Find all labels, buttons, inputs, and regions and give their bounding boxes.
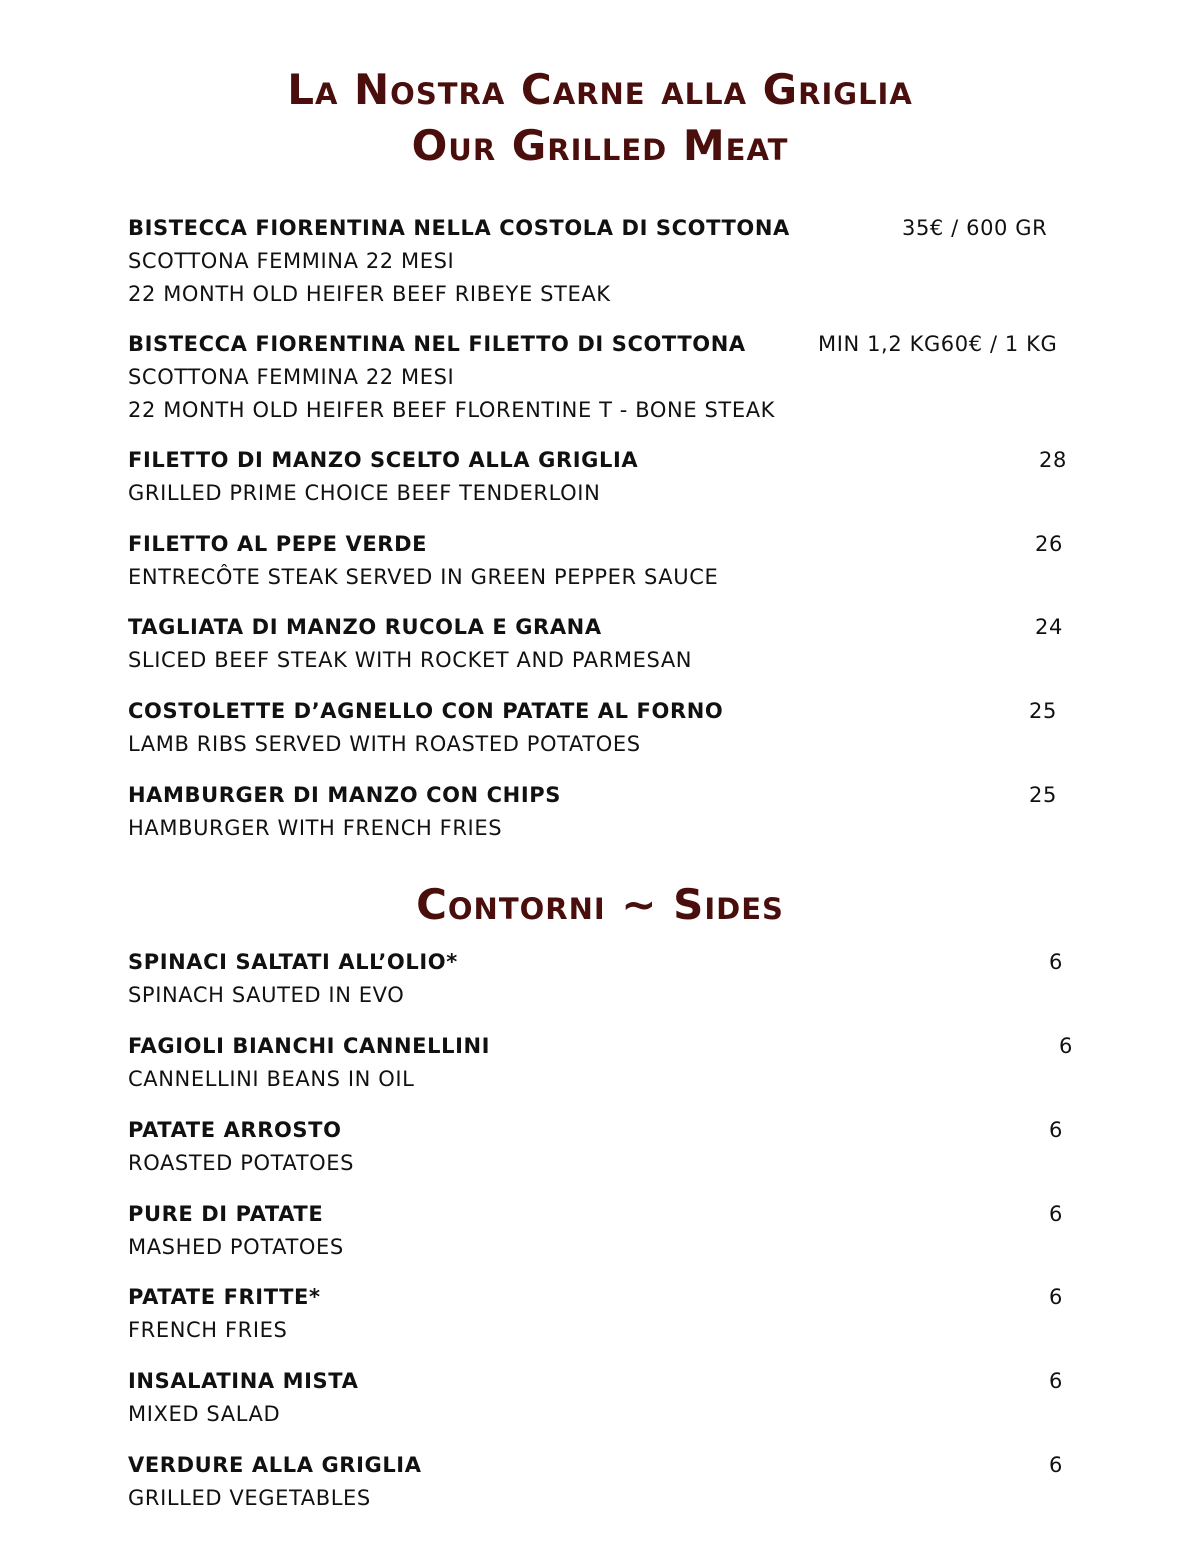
item-desc-en: MIXED SALAD bbox=[128, 1402, 281, 1426]
menu-item bbox=[128, 444, 1078, 510]
item-name: HAMBURGER DI MANZO CON CHIPS bbox=[128, 783, 561, 807]
menu-item bbox=[128, 779, 1078, 845]
item-price: 6 bbox=[1049, 1285, 1063, 1309]
side-item bbox=[128, 1449, 1078, 1515]
page-title-italian: La Nostra Carne alla Griglia bbox=[287, 65, 913, 114]
item-price: 25 bbox=[1029, 783, 1057, 807]
item-desc-en: HAMBURGER WITH FRENCH FRIES bbox=[128, 816, 503, 840]
item-price: 6 bbox=[1049, 950, 1063, 974]
side-item bbox=[128, 1198, 1078, 1264]
item-name: BISTECCA FIORENTINA NEL FILETTO DI SCOTTONA bbox=[128, 332, 746, 356]
item-price: 24 bbox=[1035, 615, 1063, 639]
item-name: FILETTO DI MANZO SCELTO ALLA GRIGLIA bbox=[128, 448, 639, 472]
item-desc-en: LAMB RIBS SERVED WITH ROASTED POTATOES bbox=[128, 732, 641, 756]
side-item bbox=[128, 1281, 1078, 1347]
item-desc-en: GRILLED PRIME CHOICE BEEF TENDERLOIN bbox=[128, 481, 601, 505]
item-desc-en: CANNELLINI BEANS IN OIL bbox=[128, 1067, 415, 1091]
item-name: COSTOLETTE D’AGNELLO CON PATATE AL FORNO bbox=[128, 699, 724, 723]
section-title-sides: Contorni ~ Sides bbox=[416, 880, 784, 929]
item-name: FAGIOLI BIANCHI CANNELLINI bbox=[128, 1034, 491, 1058]
item-price: MIN 1,2 KG60€ / 1 KG bbox=[818, 332, 1058, 356]
item-name: PATATE ARROSTO bbox=[128, 1118, 342, 1142]
item-desc-en: 22 MONTH OLD HEIFER BEEF RIBEYE STEAK bbox=[128, 282, 611, 306]
menu-item bbox=[128, 611, 1078, 677]
item-price: 28 bbox=[1039, 448, 1067, 472]
item-desc-it: SCOTTONA FEMMINA 22 MESI bbox=[128, 365, 455, 389]
item-desc-en: FRENCH FRIES bbox=[128, 1318, 288, 1342]
item-name: SPINACI SALTATI ALL’OLIO* bbox=[128, 950, 458, 974]
item-name: PATATE FRITTE* bbox=[128, 1285, 321, 1309]
side-item bbox=[128, 1114, 1078, 1180]
item-price: 6 bbox=[1049, 1369, 1063, 1393]
item-desc-en: 22 MONTH OLD HEIFER BEEF FLORENTINE T - BONE STEAK bbox=[128, 398, 776, 422]
item-price: 6 bbox=[1049, 1202, 1063, 1226]
menu-item bbox=[128, 212, 1078, 311]
item-name: TAGLIATA DI MANZO RUCOLA E GRANA bbox=[128, 615, 602, 639]
item-desc-en: ROASTED POTATOES bbox=[128, 1151, 355, 1175]
item-price: 25 bbox=[1029, 699, 1057, 723]
item-desc-en: ENTRECÔTE STEAK SERVED IN GREEN PEPPER SAUCE bbox=[128, 565, 719, 589]
menu-item bbox=[128, 695, 1078, 761]
item-name: VERDURE ALLA GRIGLIA bbox=[128, 1453, 422, 1477]
item-name: FILETTO AL PEPE VERDE bbox=[128, 532, 428, 556]
item-name: INSALATINA MISTA bbox=[128, 1369, 359, 1393]
item-price: 6 bbox=[1049, 1453, 1063, 1477]
item-desc-en: SLICED BEEF STEAK WITH ROCKET AND PARMESAN bbox=[128, 648, 693, 672]
item-name: BISTECCA FIORENTINA NELLA COSTOLA DI SCOTTONA bbox=[128, 216, 790, 240]
menu-item bbox=[128, 328, 1078, 427]
item-name: PURE DI PATATE bbox=[128, 1202, 324, 1226]
side-item bbox=[128, 1365, 1078, 1431]
item-price: 26 bbox=[1035, 532, 1063, 556]
side-item bbox=[128, 946, 1078, 1012]
side-item bbox=[128, 1030, 1078, 1096]
item-price: 6 bbox=[1059, 1034, 1073, 1058]
menu-item bbox=[128, 528, 1078, 594]
item-price: 6 bbox=[1049, 1118, 1063, 1142]
item-desc-en: MASHED POTATOES bbox=[128, 1235, 344, 1259]
page-title-english: Our Grilled Meat bbox=[411, 121, 789, 170]
item-desc-it: SCOTTONA FEMMINA 22 MESI bbox=[128, 249, 455, 273]
item-price: 35€ / 600 GR bbox=[902, 216, 1048, 240]
item-desc-en: GRILLED VEGETABLES bbox=[128, 1486, 371, 1510]
item-desc-en: SPINACH SAUTED IN EVO bbox=[128, 983, 405, 1007]
